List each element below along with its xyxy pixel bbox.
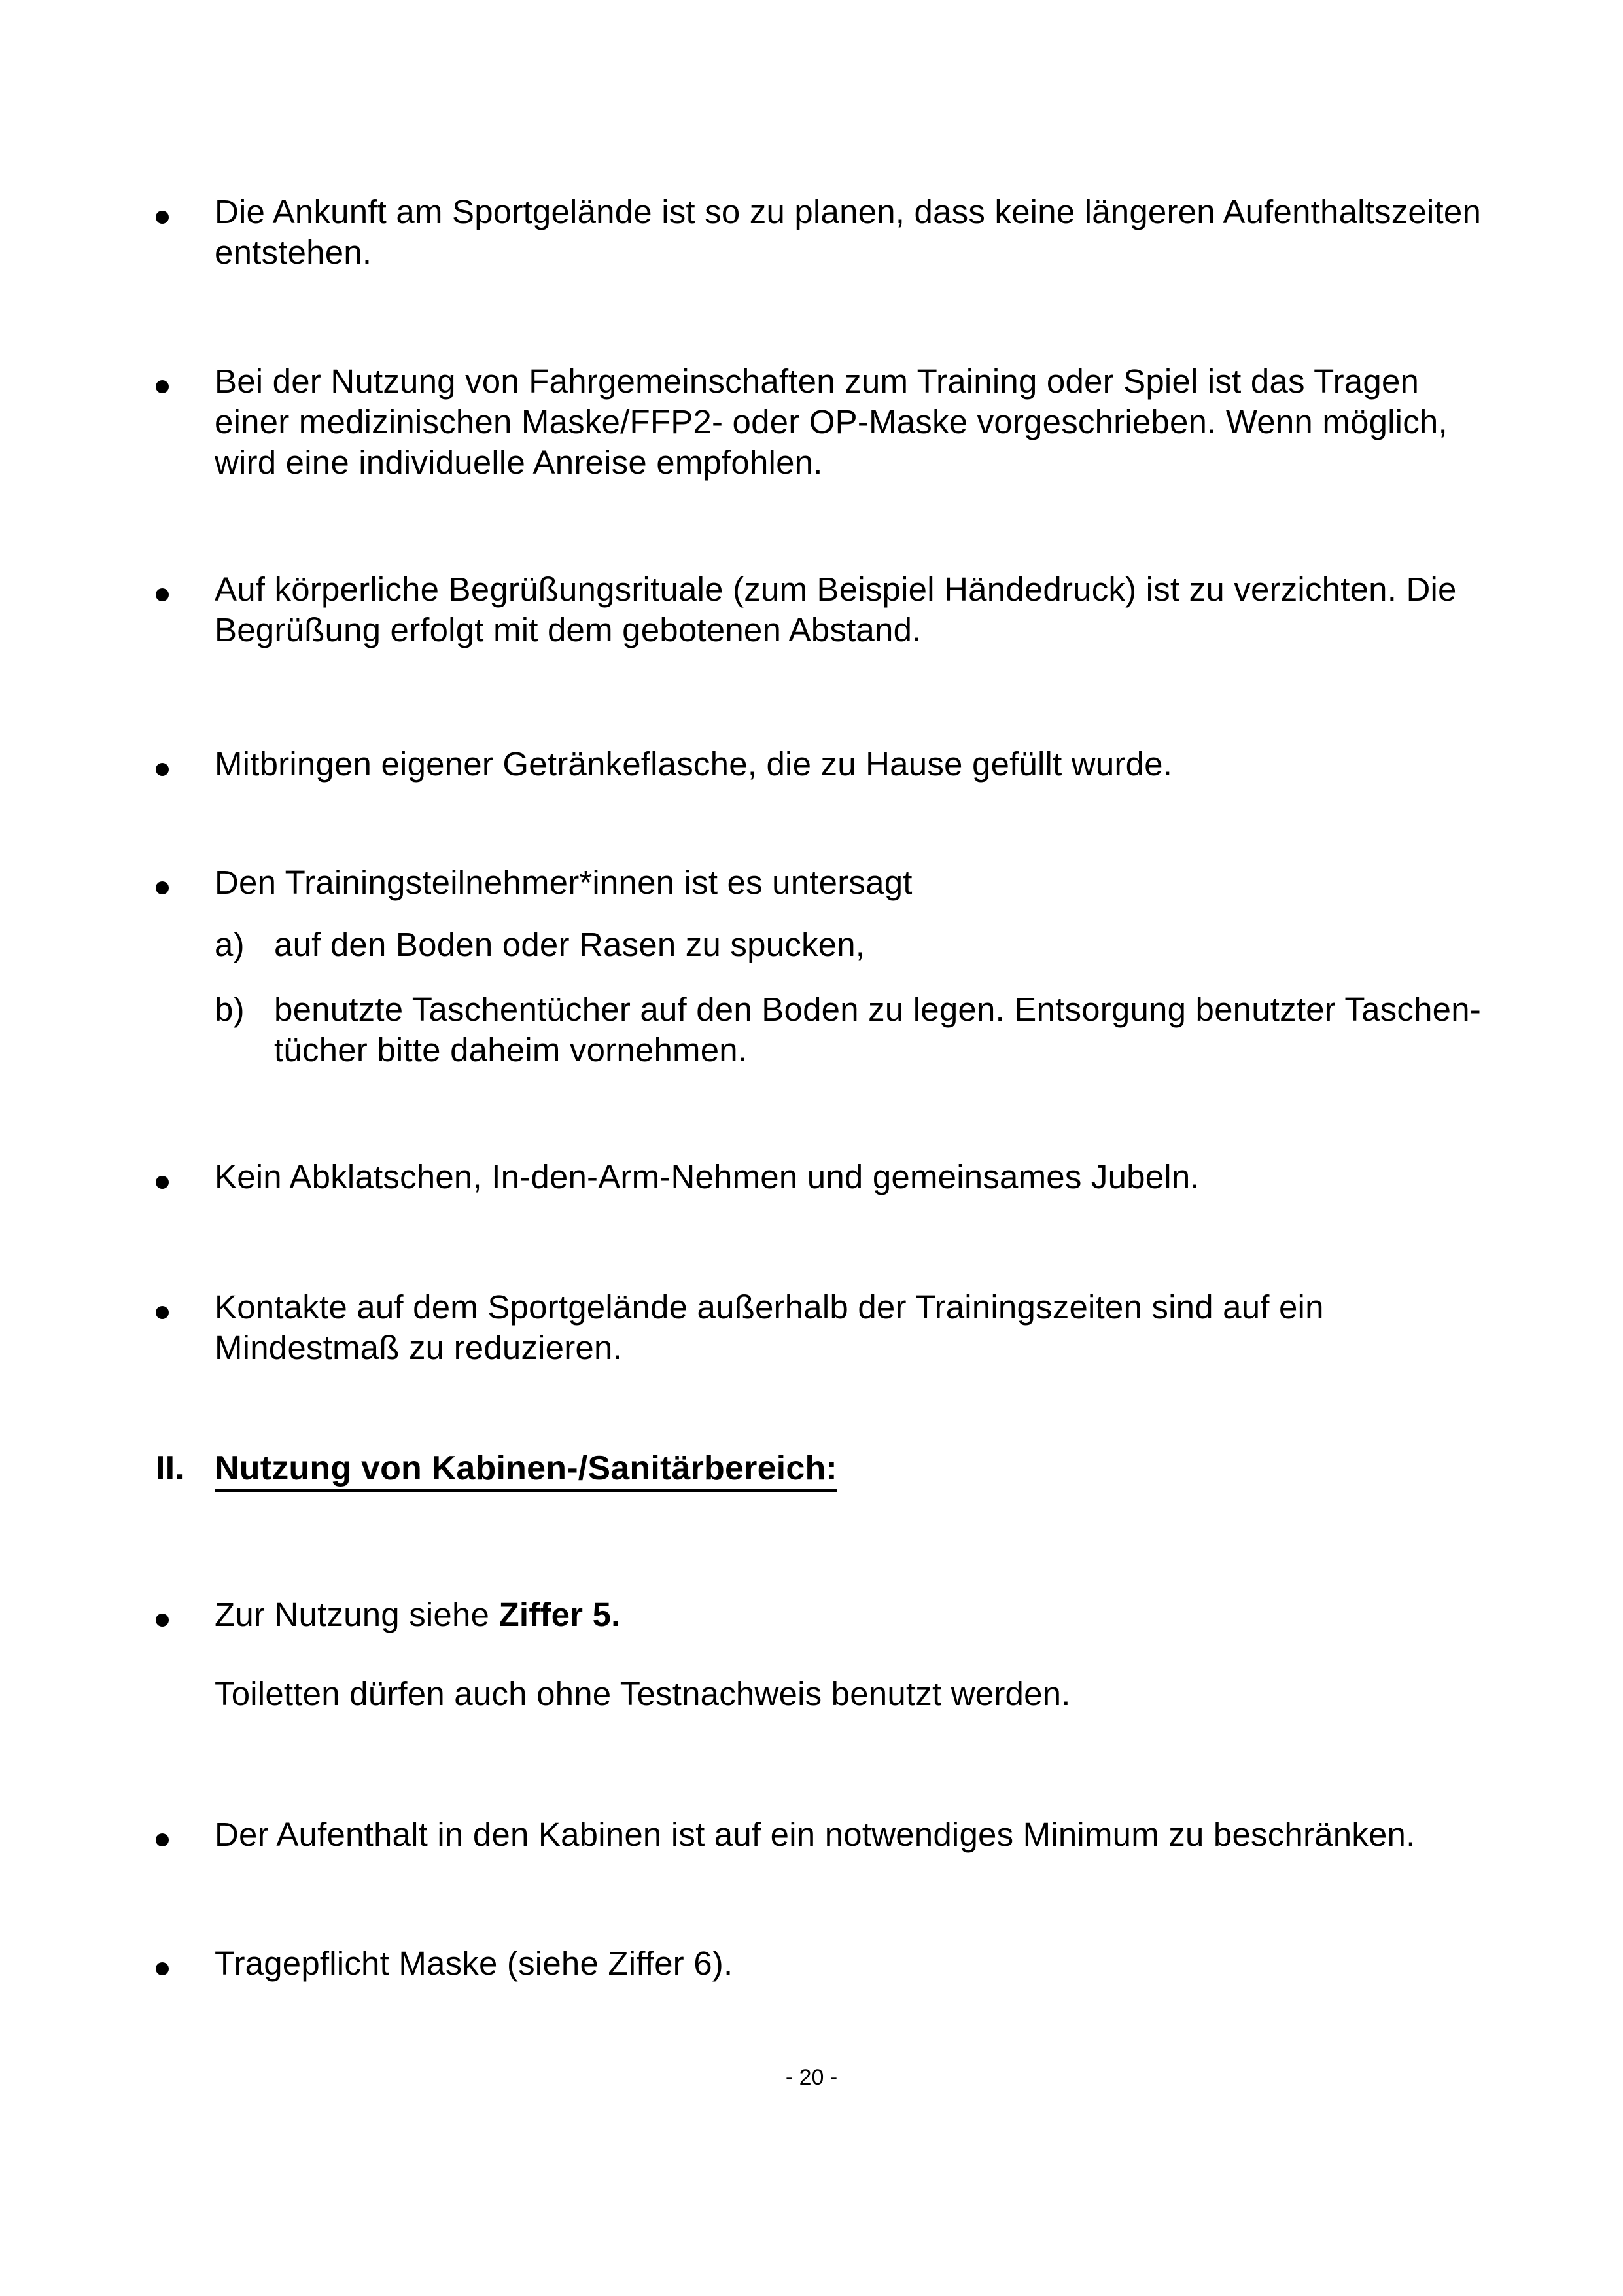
text-line: Auf körperliche Begrüßungsrituale (zum Beispiel Händedruck) ist zu verzichten. Die	[215, 571, 1457, 608]
text-line: tücher bitte daheim vornehmen.	[274, 1031, 748, 1069]
paragraph	[215, 1674, 1071, 1714]
text-line: Begrüßung erfolgt mit dem gebotenen Abstand.	[215, 611, 922, 648]
list-item	[215, 744, 1172, 785]
text-line: Kontakte auf dem Sportgelände außerhalb der Trainingszeiten sind auf ein	[215, 1288, 1324, 1326]
text-line: Tragepflicht Maske (siehe Ziffer 6).	[215, 1945, 733, 1982]
text-line: auf den Boden oder Rasen zu spucken,	[274, 926, 865, 963]
section-heading	[156, 1448, 837, 1492]
text-line: Mitbringen eigener Getränkeflasche, die zu Hause gefüllt wurde.	[215, 745, 1173, 783]
bullet-icon	[156, 1306, 169, 1319]
list-item	[215, 1157, 1200, 1197]
text-line: einer medizinischen Maske/FFP2- oder OP-Maske vorgeschrieben. Wenn möglich,	[215, 403, 1448, 440]
bullet-icon	[156, 763, 169, 776]
text-line: Toiletten dürfen auch ohne Testnachweis benutzt werden.	[215, 1675, 1071, 1712]
text-line: benutzte Taschentücher auf den Boden zu legen. Entsorgung benutzter Taschen-	[274, 991, 1481, 1028]
bullet-icon	[156, 881, 169, 894]
list-item	[215, 1595, 621, 1635]
list-item	[215, 1943, 733, 1984]
heading-title: Nutzung von Kabinen-/Sanitärbereich:	[215, 1448, 837, 1492]
text-line: Der Aufenthalt in den Kabinen ist auf ein notwendiges Minimum zu beschränken.	[215, 1816, 1416, 1853]
sub-list-item	[215, 925, 865, 965]
marker-label: b)	[215, 991, 245, 1028]
text-line: Den Trainingsteilnehmer*innen ist es untersagt	[215, 864, 913, 901]
sub-list-item	[215, 989, 1481, 1070]
bullet-icon	[156, 1176, 169, 1189]
text-line: wird eine individuelle Anreise empfohlen.	[215, 444, 823, 481]
bullet-icon	[156, 1962, 169, 1975]
bullet-icon	[156, 211, 169, 224]
bullet-icon	[156, 1614, 169, 1627]
text-line: Mindestmaß zu reduzieren.	[215, 1329, 622, 1366]
list-item	[215, 361, 1448, 483]
text-line: Bei der Nutzung von Fahrgemeinschaften zum Training oder Spiel ist das Tragen	[215, 362, 1420, 400]
text-segment-bold: Ziffer 5.	[498, 1596, 621, 1633]
page-number-footer: - 20 -	[785, 2065, 838, 2090]
text-line	[215, 1595, 621, 1635]
text-line: Kein Abklatschen, In-den-Arm-Nehmen und gemeinsames Jubeln.	[215, 1158, 1200, 1195]
list-item	[215, 1287, 1324, 1368]
list-item	[215, 192, 1481, 273]
heading-numeral: II.	[156, 1449, 184, 1487]
list-item	[215, 1814, 1416, 1855]
list-item	[215, 569, 1457, 650]
text-segment: Zur Nutzung siehe	[215, 1596, 499, 1633]
text-line: Die Ankunft am Sportgelände ist so zu planen, dass keine längeren Aufenthaltszeiten	[215, 193, 1482, 230]
text-line: entstehen.	[215, 234, 372, 271]
bullet-icon	[156, 380, 169, 393]
bullet-icon	[156, 1833, 169, 1846]
marker-label: a)	[215, 926, 245, 963]
list-item	[215, 862, 913, 903]
bullet-icon	[156, 588, 169, 601]
